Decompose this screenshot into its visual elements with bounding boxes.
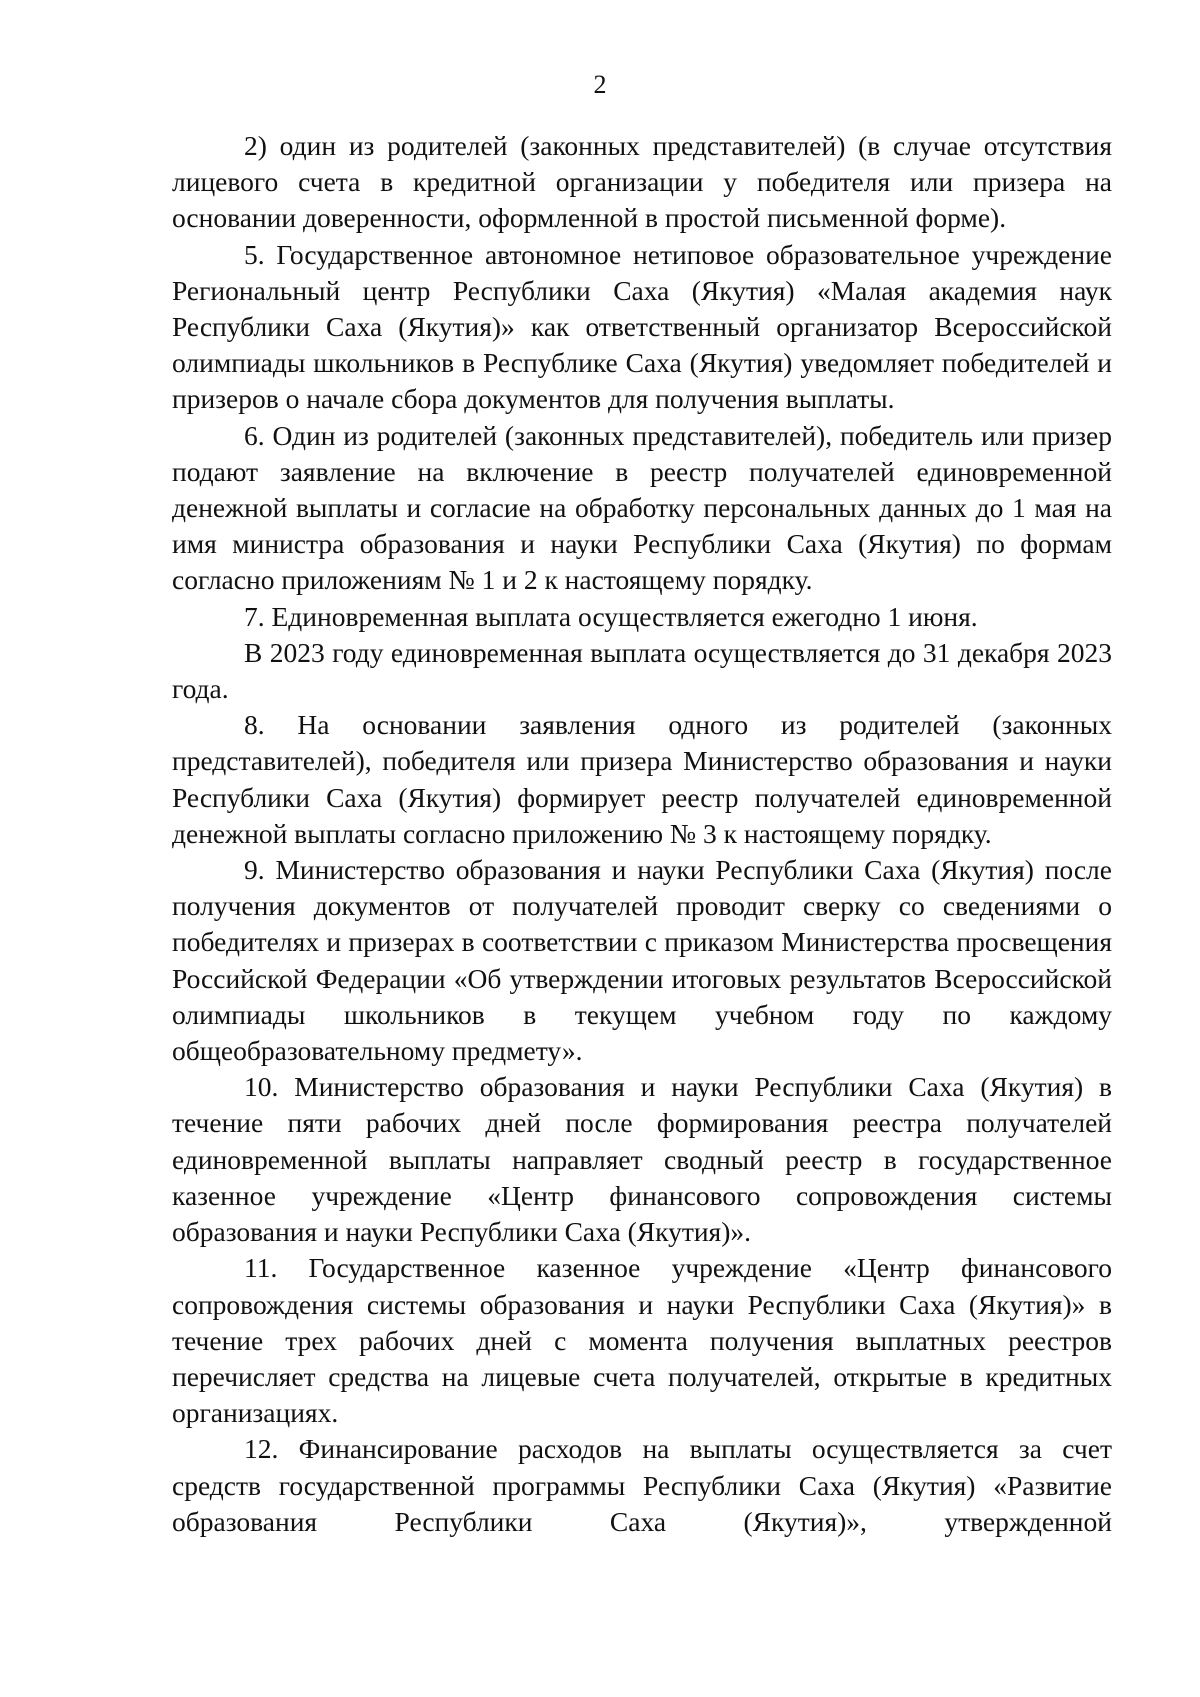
document-body: [172, 128, 1112, 1540]
paragraph-12: 12. Финансирование расходов на выплаты осуществляется за счет средств государственной программы Республики Саха (Якутия) «Развитие образования Республики Саха (Якутия)», утвержденной: [172, 1433, 1112, 1537]
paragraph-6: 6. Один из родителей (законных представителей), победитель или призер подают заявление на включение в реестр получателей единовременной денежной выплаты и согласие на обработку персональных данных до 1 мая на имя министра образования и науки Республики Саха (Якутия) по формам согласно приложениям № 1 и 2 к настоящему порядку.: [172, 419, 1112, 596]
paragraph-7-note-2023: В 2023 году единовременная выплата осуществляется до 31 декабря 2023 года.: [172, 636, 1112, 705]
paragraph-5: 5. Государственное автономное нетиповое образовательное учреждение Региональный центр Республики Саха (Якутия) «Малая академия наук Республики Саха (Якутия)» как ответственный организатор Всероссийской олимпиады школьников в Республике Саха (Якутия) уведомляет победителей и призеров о начале сбора документов для получения выплаты.: [172, 238, 1112, 415]
paragraph-11: 11. Государственное казенное учреждение «Центр финансового сопровождения системы образования и науки Республики Саха (Якутия)» в течение трех рабочих дней с момента получения выплатных реестров перечисляет средства на лицевые счета получателей, открытые в кредитных организациях.: [172, 1252, 1112, 1429]
paragraph-10: 10. Министерство образования и науки Республики Саха (Якутия) в течение пяти рабочих дней после формирования реестра получателей единовременной выплаты направляет сводный реестр в государственное казенное учреждение «Центр финансового сопровождения системы образования и науки Республики Саха (Якутия)».: [172, 1071, 1112, 1248]
paragraph-8: 8. На основании заявления одного из родителей (законных представителей), победителя или призера Министерство образования и науки Республики Саха (Якутия) формирует реестр получателей единовременной денежной выплаты согласно приложению № 3 к настоящему порядку.: [172, 709, 1112, 849]
paragraph-item-2: 2) один из родителей (законных представителей) (в случае отсутствия лицевого счета в кредитной организации у победителя или призера на основании доверенности, оформленной в простой письменной форме).: [172, 130, 1112, 234]
paragraph-7: 7. Единовременная выплата осуществляется ежегодно 1 июня.: [244, 600, 978, 632]
page-number: 2: [593, 70, 607, 99]
paragraph-9: 9. Министерство образования и науки Республики Саха (Якутия) после получения документов от получателей проводит сверку со сведениями о победителях и призерах в соответствии с приказом Министерства просвещения Российской Федерации «Об утверждении итоговых результатов Всероссийской олимпиады школьников в текущем учебном году по каждому общеобразовательному предмету».: [172, 854, 1112, 1067]
